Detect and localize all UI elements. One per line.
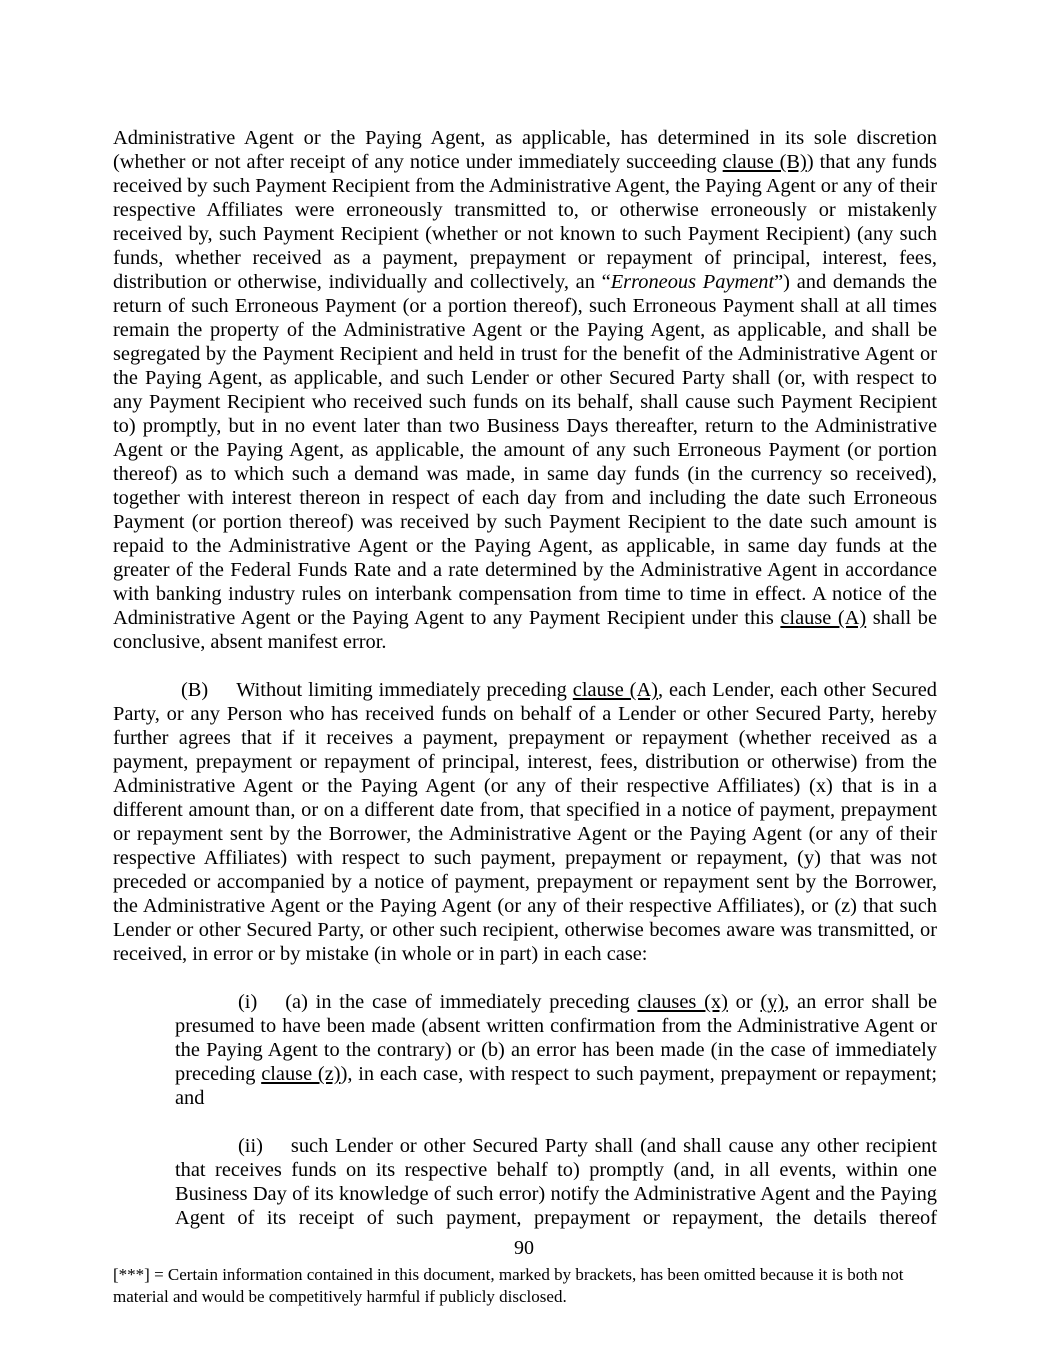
clause-reference: clause (B) <box>722 151 807 173</box>
defined-term: Erroneous Payment <box>610 271 775 293</box>
text-run: ”) and demands the return of such Erroneous Payment (or a portion thereof), such Erroneous Payment shall at all times remain the property of the Administrative Agent or the Paying Agent, as applicable, and shall be segregated by the Payment Recipient and held in trust for the benefit of the Administrative Agent or the Paying Agent, as applicable, and such Lender or other Secured Party shall (or, with respect to any Payment Recipient who received such funds on its behalf, shall cause such Payment Recipient to) promptly, but in no event later than two Business Days thereafter, return to the Administrative Agent or the Paying Agent, as applicable, the amount of any such Erroneous Payment (or portion thereof) as to which such a demand was made, in same day funds (in the currency so received), together with interest thereon in respect of each day from and including the date such Erroneous Payment (or portion thereof) was received by such Payment Recipient to the date such amount is repaid to the Administrative Agent or the Paying Agent, as applicable, in same day funds at the greater of the Federal Funds Rate and a rate determined by the Administrative Agent in accordance with banking industry rules on interbank compensation from time to time in effect. A notice of the Administrative Agent or the Paying Agent to any Payment Recipient under this <box>113 271 938 629</box>
page-footer <box>113 1236 935 1307</box>
text-run: , an error shall be presumed to have been made (absent written confirmation from the Administrative Agent or the Paying Agent to the contrary) or (b) an error has been made (in the case of immediately preceding <box>175 991 937 1085</box>
text-run: , each Lender, each other Secured Party, or any Person who has received funds on behalf of a Lender or other Secured Party, hereby further agrees that if it receives a payment, prepayment or repayment (whether received as a payment, prepayment or repayment of principal, interest, fees, distribution or otherwise) from the Administrative Agent or the Paying Agent (or any of their respective Affiliates) (x) that is in a different amount than, or on a different date from, that specified in a notice of payment, prepayment or repayment sent by the Borrower, the Administrative Agent or the Paying Agent (or any of their respective Affiliates) with respect to such payment, prepayment or repayment, (y) that was not preceded or accompanied by a notice of payment, prepayment or repayment sent by the Borrower, the Administrative Agent or the Paying Agent (or any of their respective Affiliates), or (z) that such Lender or other Secured Party, or other such recipient, otherwise becomes aware was transmitted, or received, in error or by mistake (in whole or in part) in each case: <box>113 679 937 965</box>
text-run: Without limiting immediately preceding <box>236 679 573 701</box>
text-run: (i) <box>238 991 258 1013</box>
clause-reference: clauses (x) <box>637 991 728 1013</box>
footnote: [***] = Certain information contained in this document, marked by brackets, has been omitted because it is both not material and would be competitively harmful if publicly disclosed. <box>113 1265 904 1306</box>
text-run: (B) <box>181 679 209 701</box>
paragraph-clause-a-continuation <box>113 126 937 654</box>
text-run: ), in each case, with respect to such payment, prepayment or repayment; and <box>175 1063 937 1109</box>
clause-reference: clause (A) <box>572 679 658 701</box>
text-run: Administrative Agent or the Paying Agent, as applicable, has determined in its sole discretion (whether or not after receipt of any notice under immediately succeeding <box>113 127 937 173</box>
text-run: ) that any funds received by such Payment Recipient from the Administrative Agent, the Paying Agent or any of their respective Affiliates were erroneously transmitted to, or otherwise erroneously or mistakenly received by, such Payment Recipient (whether or not known to such Payment Recipient) (any such funds, whether received as a payment, prepayment or repayment of principal, interest, fees, distribution or otherwise, individually and collectively, an “ <box>113 151 937 293</box>
text-run: or <box>727 991 761 1013</box>
text-run: (ii) <box>238 1135 263 1157</box>
text-run: shall be conclusive, absent manifest error. <box>113 607 937 653</box>
clause-reference: clause (z) <box>261 1063 341 1085</box>
clause-reference: (y) <box>760 991 785 1013</box>
page-number: 90 <box>514 1237 534 1259</box>
paragraph-item-i <box>175 990 937 1110</box>
text-run: (a) in the case of immediately preceding <box>285 991 638 1013</box>
text-run: such Lender or other Secured Party shall (and shall cause any other recipient that receives funds on its respective behalf to) promptly (and, in all events, within one Business Day of its knowledge of such error) notify the Administrative Agent and the Paying Agent of its receipt of such payment, prepayment or repayment, the details thereof <box>175 1135 937 1229</box>
paragraph-item-ii <box>175 1134 937 1230</box>
clause-reference: clause (A) <box>780 607 867 629</box>
document-body <box>113 126 937 1230</box>
paragraph-clause-b <box>113 678 937 966</box>
